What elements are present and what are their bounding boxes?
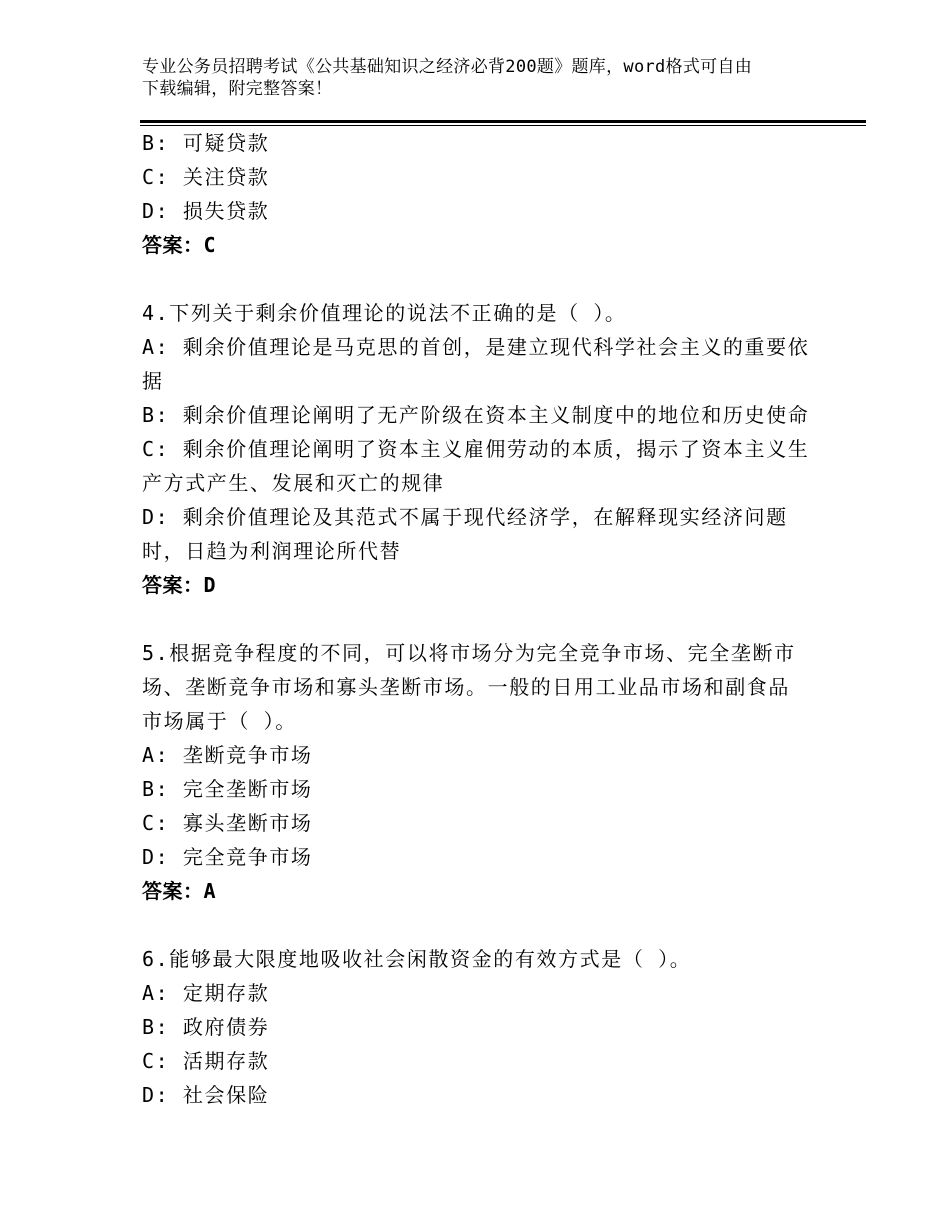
question-3-continuation: [142, 126, 822, 262]
option-d-line-1: D: 剩余价值理论及其范式不属于现代经济学，在解释现实经济问题: [142, 505, 788, 529]
option-d-line-2: 时，日趋为利润理论所代替: [142, 539, 402, 563]
option-c: C: 活期存款: [142, 1049, 270, 1073]
option-d: D: 损失贷款: [142, 199, 270, 223]
question-content: [142, 126, 822, 1112]
option-b: B: 可疑贷款: [142, 131, 270, 155]
question-stem-line-1: 5.根据竞争程度的不同，可以将市场分为完全竞争市场、完全垄断市: [142, 641, 796, 665]
answer-label: 答案：D: [142, 573, 217, 597]
question-stem-line-2: 场、垄断竞争市场和寡头垄断市场。一般的日用工业品市场和副食品: [142, 675, 790, 699]
spacer: [142, 602, 822, 636]
spacer: [142, 262, 822, 296]
option-a-line-1: A: 剩余价值理论是马克思的首创，是建立现代科学社会主义的重要依: [142, 335, 810, 359]
option-d: D: 完全竞争市场: [142, 845, 313, 869]
answer-label: 答案：A: [142, 879, 217, 903]
question-stem-line-3: 市场属于（ ）。: [142, 709, 297, 733]
option-c: C: 关注贷款: [142, 165, 270, 189]
option-a-line-2: 据: [142, 369, 164, 393]
option-d: D: 社会保险: [142, 1083, 270, 1107]
question-6: [142, 942, 822, 1112]
question-4: [142, 296, 822, 602]
spacer: [142, 908, 822, 942]
question-stem: 6.能够最大限度地吸收社会闲散资金的有效方式是（ ）。: [142, 947, 692, 971]
question-5: [142, 636, 822, 908]
header-line-1: 专业公务员招聘考试《公共基础知识之经济必背200题》题库，word格式可自由: [142, 57, 753, 77]
option-b: B: 剩余价值理论阐明了无产阶级在资本主义制度中的地位和历史使命: [142, 403, 810, 427]
option-c: C: 寡头垄断市场: [142, 811, 313, 835]
option-c-line-2: 产方式产生、发展和灭亡的规律: [142, 471, 445, 495]
option-b: B: 政府债券: [142, 1015, 270, 1039]
option-b: B: 完全垄断市场: [142, 777, 313, 801]
option-c-line-1: C: 剩余价值理论阐明了资本主义雇佣劳动的本质，揭示了资本主义生: [142, 437, 810, 461]
option-a: A: 定期存款: [142, 981, 270, 1005]
answer-label: 答案：C: [142, 233, 217, 257]
document-header: [142, 56, 822, 100]
option-a: A: 垄断竞争市场: [142, 743, 313, 767]
header-divider-thick: [140, 120, 866, 123]
header-line-2: 下载编辑，附完整答案！: [142, 79, 333, 99]
question-stem: 4.下列关于剩余价值理论的说法不正确的是（ ）。: [142, 301, 627, 325]
